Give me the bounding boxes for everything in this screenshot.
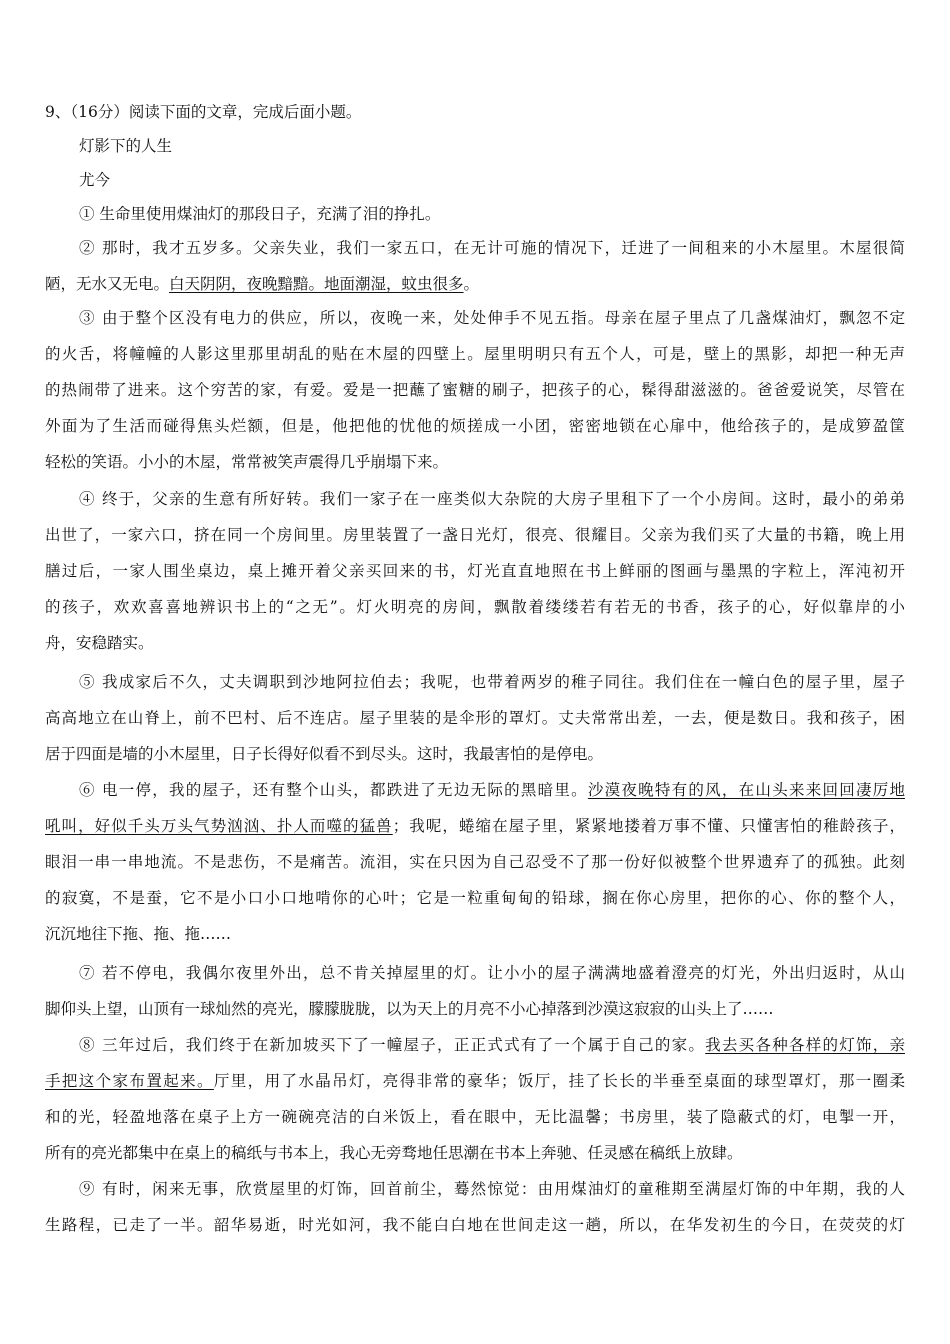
paragraph-3-line: 的火舌，将幢幢的人影这里那里胡乱的贴在木屋的四壁上。屋里明明只有五个人，可是，壁上的黑影，却把一种无声 bbox=[45, 345, 905, 363]
paragraph-5-line: 高高地立在山脊上，前不巴村、后不连店。屋子里装的是伞形的罩灯。丈夫常常出差，一去，便是数日。我和孩子，困 bbox=[45, 709, 905, 727]
paragraph-4-line: 出世了，一家六口，挤在同一个房间里。房里装置了一盏日光灯，很亮、很耀目。父亲为我们买了大量的书籍，晚上用 bbox=[45, 526, 905, 544]
paragraph-5-line: ⑤ 我成家后不久，丈夫调职到沙地阿拉伯去；我呢，也带着两岁的稚子同往。我们住在一幢白色的屋子里，屋子 bbox=[79, 673, 905, 691]
paragraph-9-line: 生路程，已走了一半。韶华易逝，时光如河，我不能白白地在世间走这一趟，所以，在华发初生的今日，在荧荧的灯 bbox=[45, 1216, 905, 1234]
paragraph-6-line: 眼泪一串一串地流。不是悲伤，不是痛苦。流泪，实在只因为自己忍受不了那一份好似被整个世界遗弃了的孤独。此刻 bbox=[45, 853, 905, 871]
paragraph-3-line: 外面为了生活而碰得焦头烂额，但是，他把他的忧他的烦搓成一小团，密密地锁在心扉中，他给孩子的，是成箩盈筐 bbox=[45, 417, 905, 435]
paragraph-3-line: 轻松的笑语。小小的木屋，常常被笑声震得几乎崩塌下来。 bbox=[45, 453, 449, 471]
paragraph-5-line: 居于四面是墙的小木屋里，日子长得好似看不到尽头。这时，我最害怕的是停电。 bbox=[45, 745, 604, 763]
paragraph-6-line: ⑥ 电一停，我的屋子，还有整个山头，都跌进了无边无际的黑暗里。沙漠夜晚特有的风，在山头来来回回凄厉地 bbox=[79, 781, 905, 799]
question-header: 9、（16分）阅读下面的文章，完成后面小题。 bbox=[45, 103, 362, 121]
paragraph-8-line: 所有的亮光都集中在桌上的稿纸与书本上，我心无旁骛地任思潮在书本上奔驰、任灵感在稿纸上放肆。 bbox=[45, 1144, 743, 1162]
paragraph-7-line: 脚仰头上望，山顶有一球灿然的亮光，朦朦胧胧，以为天上的月亮不小心掉落到沙漠这寂寂的山头上了…… bbox=[45, 1000, 774, 1018]
paragraph-2-line: ② 那时，我才五岁多。父亲失业，我们一家五口，在无计可施的情况下，迁进了一间租来的小木屋里。木屋很简 bbox=[79, 239, 905, 257]
paragraph-4-line: 膳过后，一家人围坐桌边，桌上摊开着父亲买回来的书，灯光直直地照在书上鲜丽的图画与墨黑的字粒上，浑沌初开 bbox=[45, 562, 905, 580]
paragraph-4-line: 舟，安稳踏实。 bbox=[45, 634, 154, 652]
paragraph-2-line: 陋，无水又无电。白天阴阴，夜晚黯黯。地面潮湿，蚊虫很多。 bbox=[45, 275, 480, 293]
underlined-sentence: 我去买各种各样的灯饰，亲 bbox=[705, 1036, 905, 1054]
paragraph-9-line: ⑨ 有时，闲来无事，欣赏屋里的灯饰，回首前尘，蓦然惊觉：由用煤油灯的童稚期至满屋灯饰的中年期，我的人 bbox=[79, 1180, 905, 1198]
paragraph-4-line: 的孩子，欢欢喜喜地辨识书上的“之无”。灯火明亮的房间，飘散着缕缕若有若无的书香，孩子的心，好似靠岸的小 bbox=[45, 598, 905, 616]
paragraph-6-line: 吼叫，好似千头万头气势汹汹、扑人而噬的猛兽；我呢，蜷缩在屋子里，紧紧地搂着万事不懂、只懂害怕的稚龄孩子， bbox=[45, 817, 905, 835]
paragraph-8-line: ⑧ 三年过后，我们终于在新加坡买下了一幢屋子，正正式式有了一个属于自己的家。我去买各种各样的灯饰，亲 bbox=[79, 1036, 905, 1054]
paragraph-8-line: 和的光，轻盈地落在桌子上方一碗碗亮洁的白米饭上，看在眼中，无比温馨；书房里，装了隐蔽式的灯，电掣一开， bbox=[45, 1108, 905, 1126]
paragraph-4-line: ④ 终于，父亲的生意有所好转。我们一家子在一座类似大杂院的大房子里租下了一个小房间。这时，最小的弟弟 bbox=[79, 490, 905, 508]
underlined-sentence: 沙漠夜晚特有的风，在山头来来回回凄厉地 bbox=[587, 781, 905, 799]
paragraph-8-line: 手把这个家布置起来。厅里，用了水晶吊灯，亮得非常的豪华；饭厅，挂了长长的半垂至桌面的球型罩灯，那一圈柔 bbox=[45, 1072, 905, 1090]
underlined-sentence: 白天阴阴，夜晚黯黯。地面潮湿，蚊虫很多 bbox=[169, 275, 464, 293]
paragraph-3-line: ③ 由于整个区没有电力的供应，所以，夜晚一来，处处伸手不见五指。母亲在屋子里点了几盏煤油灯，飘忽不定 bbox=[79, 309, 905, 327]
paragraph-6-line: 的寂寞，不是蚕，它不是小口小口地啃你的心叶；它是一粒重甸甸的铅球，搁在你心房里，把你的心、你的整个人， bbox=[45, 889, 905, 907]
article-title: 灯影下的人生 bbox=[79, 137, 173, 155]
paragraph-3-line: 的热闹带了进来。这个穷苦的家，有爱。爱是一把蘸了蜜糖的刷子，把孩子的心，髹得甜滋滋的。爸爸爱说笑，尽管在 bbox=[45, 381, 905, 399]
paragraph-6-line: 沉沉地往下拖、拖、拖…… bbox=[45, 925, 232, 943]
article-author: 尤今 bbox=[79, 171, 111, 189]
paragraph-7-line: ⑦ 若不停电，我偶尔夜里外出，总不肯关掉屋里的灯。让小小的屋子满满地盛着澄亮的灯光，外出归返时，从山 bbox=[79, 964, 905, 982]
underlined-sentence: 吼叫，好似千头万头气势汹汹、扑人而噬的猛兽 bbox=[45, 817, 393, 835]
underlined-sentence: 手把这个家布置起来。 bbox=[45, 1072, 214, 1090]
paragraph-1-line: ① 生命里使用煤油灯的那段日子，充满了泪的挣扎。 bbox=[79, 205, 441, 223]
